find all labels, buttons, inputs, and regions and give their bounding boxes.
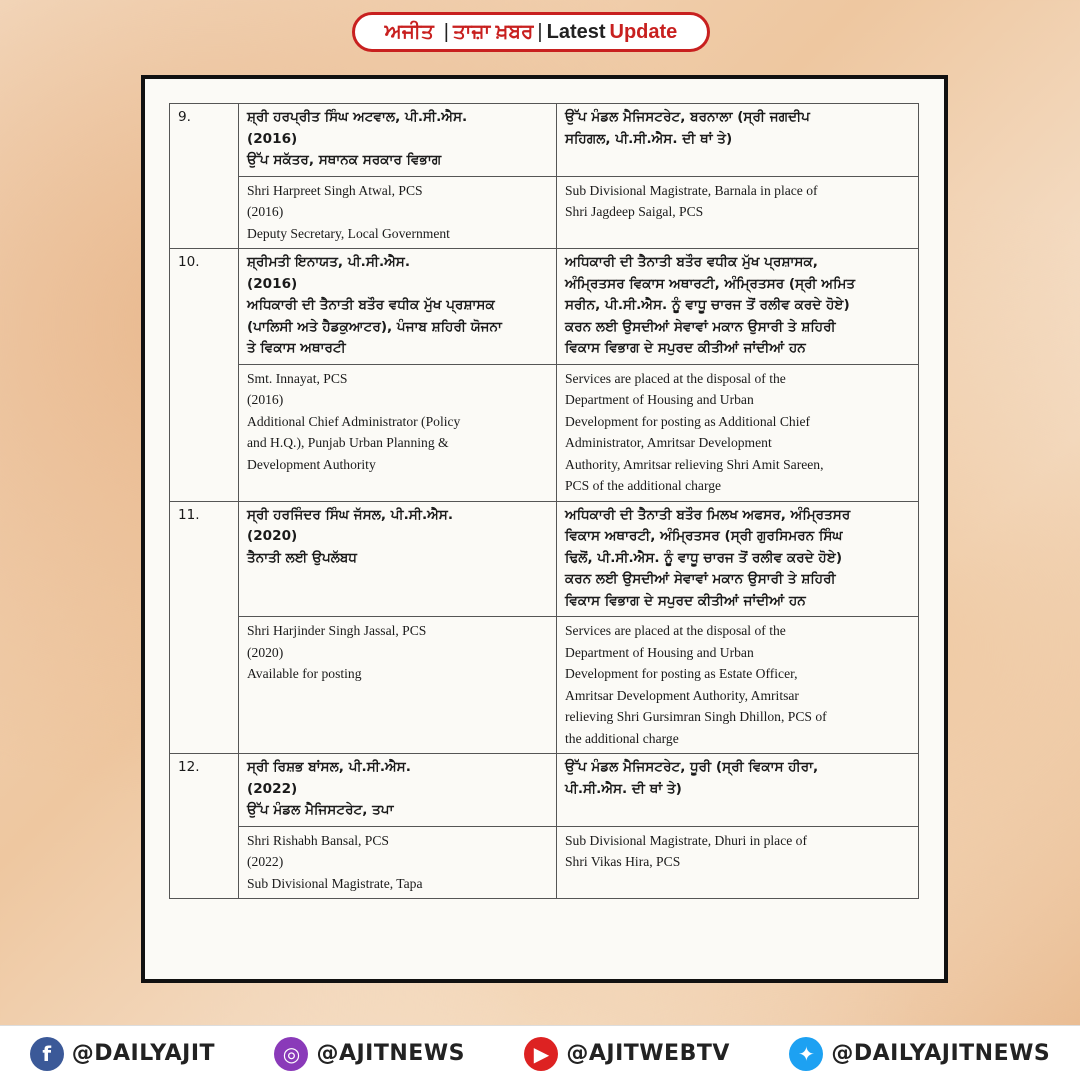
header-tagline-punjabi: ਤਾਜ਼ਾ ਖ਼ਬਰ xyxy=(452,20,534,43)
twitter-handle: @DAILYAJITNEWS xyxy=(831,1041,1051,1066)
officer-name-english-line: (2022) xyxy=(247,854,284,869)
posting-english-line: Authority, Amritsar relieving Shri Amit Sareen, xyxy=(565,456,824,472)
posting-punjabi-line: ਵਿਕਾਸ ਵਿਭਾਗ ਦੇ ਸਪੁਰਦ ਕੀਤੀਆਂ ਜਾਂਦੀਆਂ ਹਨ xyxy=(565,340,806,356)
officer-name-english-line: Sub Divisional Magistrate, Tapa xyxy=(247,875,423,891)
serial-number: 11. xyxy=(170,501,239,754)
posting-english-line: Shri Jagdeep Saigal, PCS xyxy=(565,204,704,219)
officer-name-english xyxy=(239,826,557,899)
instagram-handle: @AJITNEWS xyxy=(316,1041,465,1066)
officer-name-punjabi-line: (2022) xyxy=(247,780,298,797)
header-update: Update xyxy=(609,20,678,43)
posting-english-line: Services are placed at the disposal of the xyxy=(565,623,786,638)
officer-name-punjabi-line: ਅਧਿਕਾਰੀ ਦੀ ਤੈਨਾਤੀ ਬਤੌਰ ਵਧੀਕ ਮੁੱਖ ਪ੍ਰਸ਼ਾਸਕ xyxy=(247,297,495,313)
posting-punjabi-line: ਅਧਿਕਾਰੀ ਦੀ ਤੈਨਾਤੀ ਬਤੌਰ ਮਿਲਖ ਅਫਸਰ, ਅੰਮ੍ਰਿਤਸਰ xyxy=(565,506,851,523)
officer-name-punjabi xyxy=(239,501,557,617)
posting-english-line: the additional charge xyxy=(565,730,679,746)
serial-number: 10. xyxy=(170,249,239,502)
social-instagram[interactable] xyxy=(274,1037,464,1071)
officer-name-english xyxy=(239,617,557,754)
social-youtube[interactable] xyxy=(524,1037,730,1071)
youtube-icon: ▶ xyxy=(524,1037,558,1071)
posting-english-line: Services are placed at the disposal of the xyxy=(565,370,786,386)
posting-english-line: Development for posting as Estate Officer, xyxy=(565,666,798,681)
social-facebook[interactable] xyxy=(30,1037,215,1071)
officer-name-english xyxy=(239,176,557,249)
posting-english-line: Shri Vikas Hira, PCS xyxy=(565,854,681,869)
header-banner xyxy=(352,12,710,52)
posting-punjabi-line: ਢਿਲੋਂ, ਪੀ.ਸੀ.ਐਸ. ਨੂੰ ਵਾਧੂ ਚਾਰਜ ਤੋਂ ਰਲੀਵ ਕਰਦੇ ਹੋਏ) xyxy=(565,549,843,566)
officer-name-punjabi-line: ਸ੍ਰੀ ਰਿਸ਼ਭ ਬਾਂਸਲ, ਪੀ.ਸੀ.ਐਸ. xyxy=(247,759,411,775)
posting-english xyxy=(557,176,919,249)
table-row xyxy=(170,364,919,501)
officer-name-english-line: Shri Rishabh Bansal, PCS xyxy=(247,832,389,848)
officer-name-punjabi xyxy=(239,249,557,365)
officer-name-english-line: and H.Q.), Punjab Urban Planning & xyxy=(247,435,449,450)
posting-english xyxy=(557,364,919,501)
facebook-icon: f xyxy=(30,1037,64,1071)
serial-number: 12. xyxy=(170,754,239,899)
twitter-icon: ✦ xyxy=(789,1037,823,1071)
officer-name-english-line: Available for posting xyxy=(247,666,362,681)
serial-number: 9. xyxy=(170,104,239,249)
posting-punjabi-line: ਸਰੀਨ, ਪੀ.ਸੀ.ਐਸ. ਨੂੰ ਵਾਧੂ ਚਾਰਜ ਤੋਂ ਰਲੀਵ ਕਰਦੇ ਹੋਏ) xyxy=(565,297,850,313)
officer-name-english-line: Shri Harjinder Singh Jassal, PCS xyxy=(247,623,427,638)
posting-punjabi-line: ਉੱਪ ਮੰਡਲ ਮੈਜਿਸਟਰੇਟ, ਧੂਰੀ (ਸ੍ਰੀ ਵਿਕਾਸ ਹੀਰਾ, xyxy=(565,759,819,775)
header-latest: Latest xyxy=(546,20,606,43)
document-frame xyxy=(141,75,948,983)
posting-punjabi-line: ਪੀ.ਸੀ.ਐਸ. ਦੀ ਥਾਂ ਤੇ) xyxy=(565,780,682,797)
officer-name-english xyxy=(239,364,557,501)
posting-punjabi-line: ਕਰਨ ਲਈ ਉਸਦੀਆਂ ਸੇਵਾਵਾਂ ਮਕਾਨ ਉਸਾਰੀ ਤੇ ਸ਼ਹਿਰੀ xyxy=(565,571,836,587)
social-footer xyxy=(0,1025,1080,1081)
officer-name-english-line: (2020) xyxy=(247,644,284,660)
posting-english xyxy=(557,617,919,754)
social-twitter[interactable] xyxy=(789,1037,1050,1071)
posting-english-line: Department of Housing and Urban xyxy=(565,392,754,407)
officer-name-english-line: Smt. Innayat, PCS xyxy=(247,370,348,386)
officer-name-english-line: (2016) xyxy=(247,204,284,219)
posting-punjabi-line: ਉੱਪ ਮੰਡਲ ਮੈਜਿਸਟਰੇਟ, ਬਰਨਾਲਾ (ਸ੍ਰੀ ਜਗਦੀਪ xyxy=(565,109,810,125)
posting-english-line: Amritsar Development Authority, Amritsar xyxy=(565,687,799,703)
posting-punjabi xyxy=(557,104,919,177)
officer-name-english-line: Deputy Secretary, Local Government xyxy=(247,225,450,241)
officer-name-punjabi xyxy=(239,754,557,827)
officer-name-punjabi-line: ਤੇ ਵਿਕਾਸ ਅਥਾਰਟੀ xyxy=(247,340,346,356)
officer-name-english-line: (2016) xyxy=(247,392,284,407)
posting-english-line: Sub Divisional Magistrate, Barnala in place of xyxy=(565,182,818,198)
table-row xyxy=(170,104,919,177)
posting-punjabi xyxy=(557,754,919,827)
facebook-handle: @DAILYAJIT xyxy=(71,1041,216,1066)
table-row xyxy=(170,501,919,617)
posting-english-line: Department of Housing and Urban xyxy=(565,644,754,660)
table-row xyxy=(170,249,919,365)
posting-punjabi xyxy=(557,249,919,365)
posting-punjabi-line: ਵਿਕਾਸ ਵਿਭਾਗ ਦੇ ਸਪੁਰਦ ਕੀਤੀਆਂ ਜਾਂਦੀਆਂ ਹਨ xyxy=(565,592,806,609)
header-separator: | xyxy=(443,20,449,43)
officer-name-english-line: Shri Harpreet Singh Atwal, PCS xyxy=(247,182,423,198)
officer-name-punjabi xyxy=(239,104,557,177)
posting-english-line: Sub Divisional Magistrate, Dhuri in place of xyxy=(565,832,807,848)
posting-punjabi-line: ਸਹਿਗਲ, ਪੀ.ਸੀ.ਐਸ. ਦੀ ਥਾਂ ਤੇ) xyxy=(565,130,733,147)
officer-name-punjabi-line: ਤੈਨਾਤੀ ਲਈ ਉਪਲੱਬਧ xyxy=(247,549,357,566)
officer-name-english-line: Development Authority xyxy=(247,456,376,472)
posting-english-line: Administrator, Amritsar Development xyxy=(565,435,772,450)
youtube-handle: @AJITWEBTV xyxy=(566,1041,730,1066)
posting-punjabi-line: ਕਰਨ ਲਈ ਉਸਦੀਆਂ ਸੇਵਾਵਾਂ ਮਕਾਨ ਉਸਾਰੀ ਤੇ ਸ਼ਹਿਰੀ xyxy=(565,318,836,335)
brand-logo: ਅਜੀਤ xyxy=(384,20,434,43)
officer-name-punjabi-line: ਸ਼੍ਰੀ ਹਰਪ੍ਰੀਤ ਸਿੰਘ ਅਟਵਾਲ, ਪੀ.ਸੀ.ਐਸ. xyxy=(247,109,468,125)
posting-english-line: relieving Shri Gursimran Singh Dhillon, PCS of xyxy=(565,709,827,724)
officer-name-punjabi-line: ਉੱਪ ਸਕੱਤਰ, ਸਥਾਨਕ ਸਰਕਾਰ ਵਿਭਾਗ xyxy=(247,152,442,168)
posting-punjabi-line: ਅੰਮ੍ਰਿਤਸਰ ਵਿਕਾਸ ਅਥਾਰਟੀ, ਅੰਮ੍ਰਿਤਸਰ (ਸ੍ਰੀ ਅਮਿਤ xyxy=(565,275,856,292)
officer-name-punjabi-line: ਸ਼੍ਰੀਮਤੀ ਇਨਾਯਤ, ਪੀ.ਸੀ.ਐਸ. xyxy=(247,254,411,270)
posting-english-line: PCS of the additional charge xyxy=(565,478,722,493)
table-row xyxy=(170,826,919,899)
officer-name-punjabi-line: (2016) xyxy=(247,130,298,147)
officer-name-punjabi-line: (2020) xyxy=(247,528,298,544)
posting-punjabi xyxy=(557,501,919,617)
officer-name-punjabi-line: (2016) xyxy=(247,275,298,292)
table-row xyxy=(170,176,919,249)
table-row xyxy=(170,617,919,754)
transfer-orders-table xyxy=(169,103,919,899)
posting-punjabi-line: ਵਿਕਾਸ ਅਥਾਰਟੀ, ਅੰਮ੍ਰਿਤਸਰ (ਸ੍ਰੀ ਗੁਰਸਿਮਰਨ ਸਿੰਘ xyxy=(565,528,843,544)
officer-name-english-line: Additional Chief Administrator (Policy xyxy=(247,413,461,429)
document-page xyxy=(145,79,944,979)
table-row xyxy=(170,754,919,827)
instagram-icon: ◎ xyxy=(274,1037,308,1071)
posting-english xyxy=(557,826,919,899)
officer-name-punjabi-line: ਸ੍ਰੀ ਹਰਜਿੰਦਰ ਸਿੰਘ ਜੱਸਲ, ਪੀ.ਸੀ.ਐਸ. xyxy=(247,506,453,523)
officer-name-punjabi-line: (ਪਾਲਿਸੀ ਅਤੇ ਹੈਡਕੁਆਟਰ), ਪੰਜਾਬ ਸ਼ਹਿਰੀ ਯੋਜਨਾ xyxy=(247,318,502,335)
officer-name-punjabi-line: ਉੱਪ ਮੰਡਲ ਮੈਜਿਸਟਰੇਟ, ਤਪਾ xyxy=(247,802,394,818)
header-separator-2: | xyxy=(537,20,543,43)
posting-english-line: Development for posting as Additional Chief xyxy=(565,413,811,429)
posting-punjabi-line: ਅਧਿਕਾਰੀ ਦੀ ਤੈਨਾਤੀ ਬਤੌਰ ਵਧੀਕ ਮੁੱਖ ਪ੍ਰਸ਼ਾਸਕ, xyxy=(565,254,818,270)
